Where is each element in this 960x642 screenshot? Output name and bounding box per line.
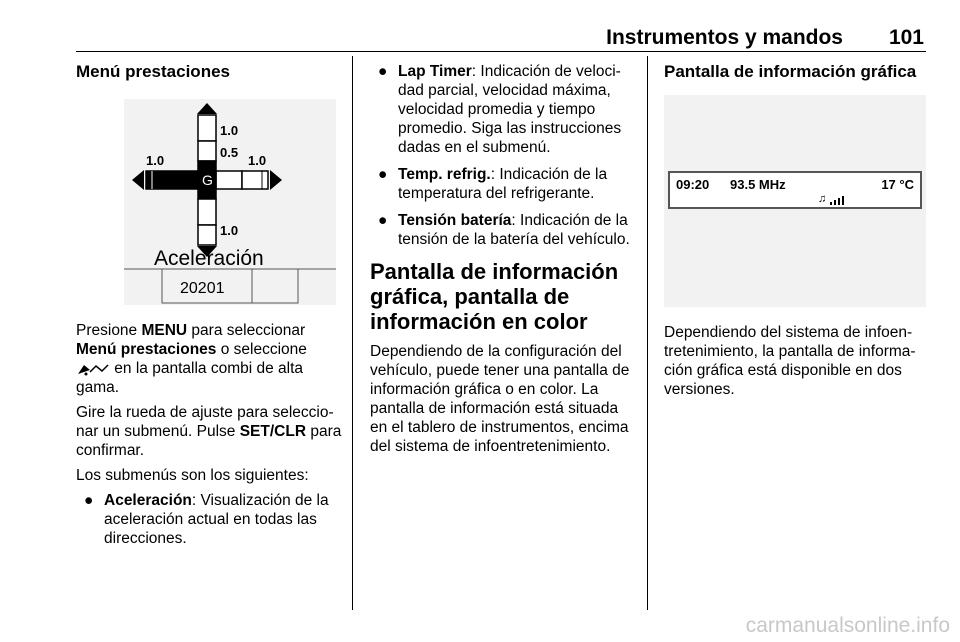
page-header	[0, 0, 960, 56]
flag-icon	[76, 362, 110, 376]
page-number: 101	[888, 26, 924, 49]
graphic-display-figure	[664, 95, 926, 307]
music-note-icon: ♫	[818, 193, 827, 205]
paragraph-infotainment-versions: Dependiendo del sistema de infoen‐tretenimiento, la pantalla de informa‐ción gráfica está disponible en dos versiones.	[664, 324, 916, 398]
bullet-dot: ●	[378, 63, 388, 80]
diagram-label-bottom-10: 1.0	[220, 223, 239, 238]
watermark: carmanualsonline.info	[745, 614, 950, 637]
bullet-dot: ●	[84, 492, 94, 509]
g-force-diagram	[124, 99, 336, 305]
column-2	[370, 62, 634, 462]
menu-key-label: MENU	[141, 322, 188, 339]
menu-prestaciones-label: Menú prestaciones	[76, 341, 217, 358]
diagram-label-top-05: 0.5	[220, 145, 239, 160]
info-display-screen	[668, 171, 922, 209]
signal-strength-icon	[830, 195, 846, 205]
column-divider-1	[352, 56, 353, 610]
paragraph-display-config: Dependiendo de la configuración del vehículo, puede tener una pantalla de información gráfica o en color. La pantalla de información está situada en el tablero de instrumentos, encima del sistema de infoentretenimiento.	[370, 343, 630, 455]
display-temperature: 17 °C	[881, 177, 914, 192]
display-frequency: 93.5 MHz	[730, 177, 786, 192]
paragraph-adjust-wheel: Gire la rueda de ajuste para seleccio‐nar un submenú. Pulse SET/CLR para confirmar.	[76, 404, 342, 459]
list-item-temp-refrig: ● Temp. refrig.: Indicación de la temperatura del refrigerante.	[370, 165, 634, 203]
section-heading-graphic-info: Pantalla de información gráfica	[664, 62, 917, 81]
diagram-label-left-10: 1.0	[146, 153, 165, 168]
column-divider-2	[647, 56, 648, 610]
column-3	[664, 62, 926, 405]
diagram-label-right-10: 1.0	[248, 153, 267, 168]
setclr-key-label: SET/CLR	[239, 423, 307, 440]
bullet-dot: ●	[378, 166, 388, 183]
section-heading-graphic-display: Pantalla de información gráfica, pantalla de información en color	[370, 259, 619, 334]
diagram-label-top-10: 1.0	[220, 123, 239, 138]
bullet-dot: ●	[378, 212, 388, 229]
acceleration-figure	[124, 99, 336, 305]
diagram-center-label: G	[202, 172, 213, 188]
list-item-lap-timer: ● Lap Timer: Indicación de veloci‐dad parcial, velocidad máxima, velocidad promedia y tiempo promedio. Siga las instrucciones dadas en el submenú.	[370, 62, 634, 157]
column-1	[76, 62, 342, 556]
running-title: Instrumentos y mandos	[606, 26, 843, 49]
paragraph-menu-instructions: Presione MENU para seleccionar Menú prestaciones o seleccione en la pantalla combi de alta gama.	[76, 322, 307, 396]
diagram-code: 20201	[180, 280, 225, 297]
header-rule	[76, 51, 926, 52]
display-time: 09:20	[676, 177, 710, 192]
section-heading-menu: Menú prestaciones	[76, 62, 230, 81]
paragraph-submenus-intro: Los submenús son los siguientes:	[76, 467, 309, 484]
list-item-tension-bateria: ● Tensión batería: Indicación de la tensión de la batería del vehículo.	[370, 211, 634, 249]
list-item-aceleracion: ● Aceleración: Visualización de la aceleración actual en todas las direcciones.	[76, 491, 342, 548]
diagram-caption: Aceleración	[154, 247, 264, 270]
